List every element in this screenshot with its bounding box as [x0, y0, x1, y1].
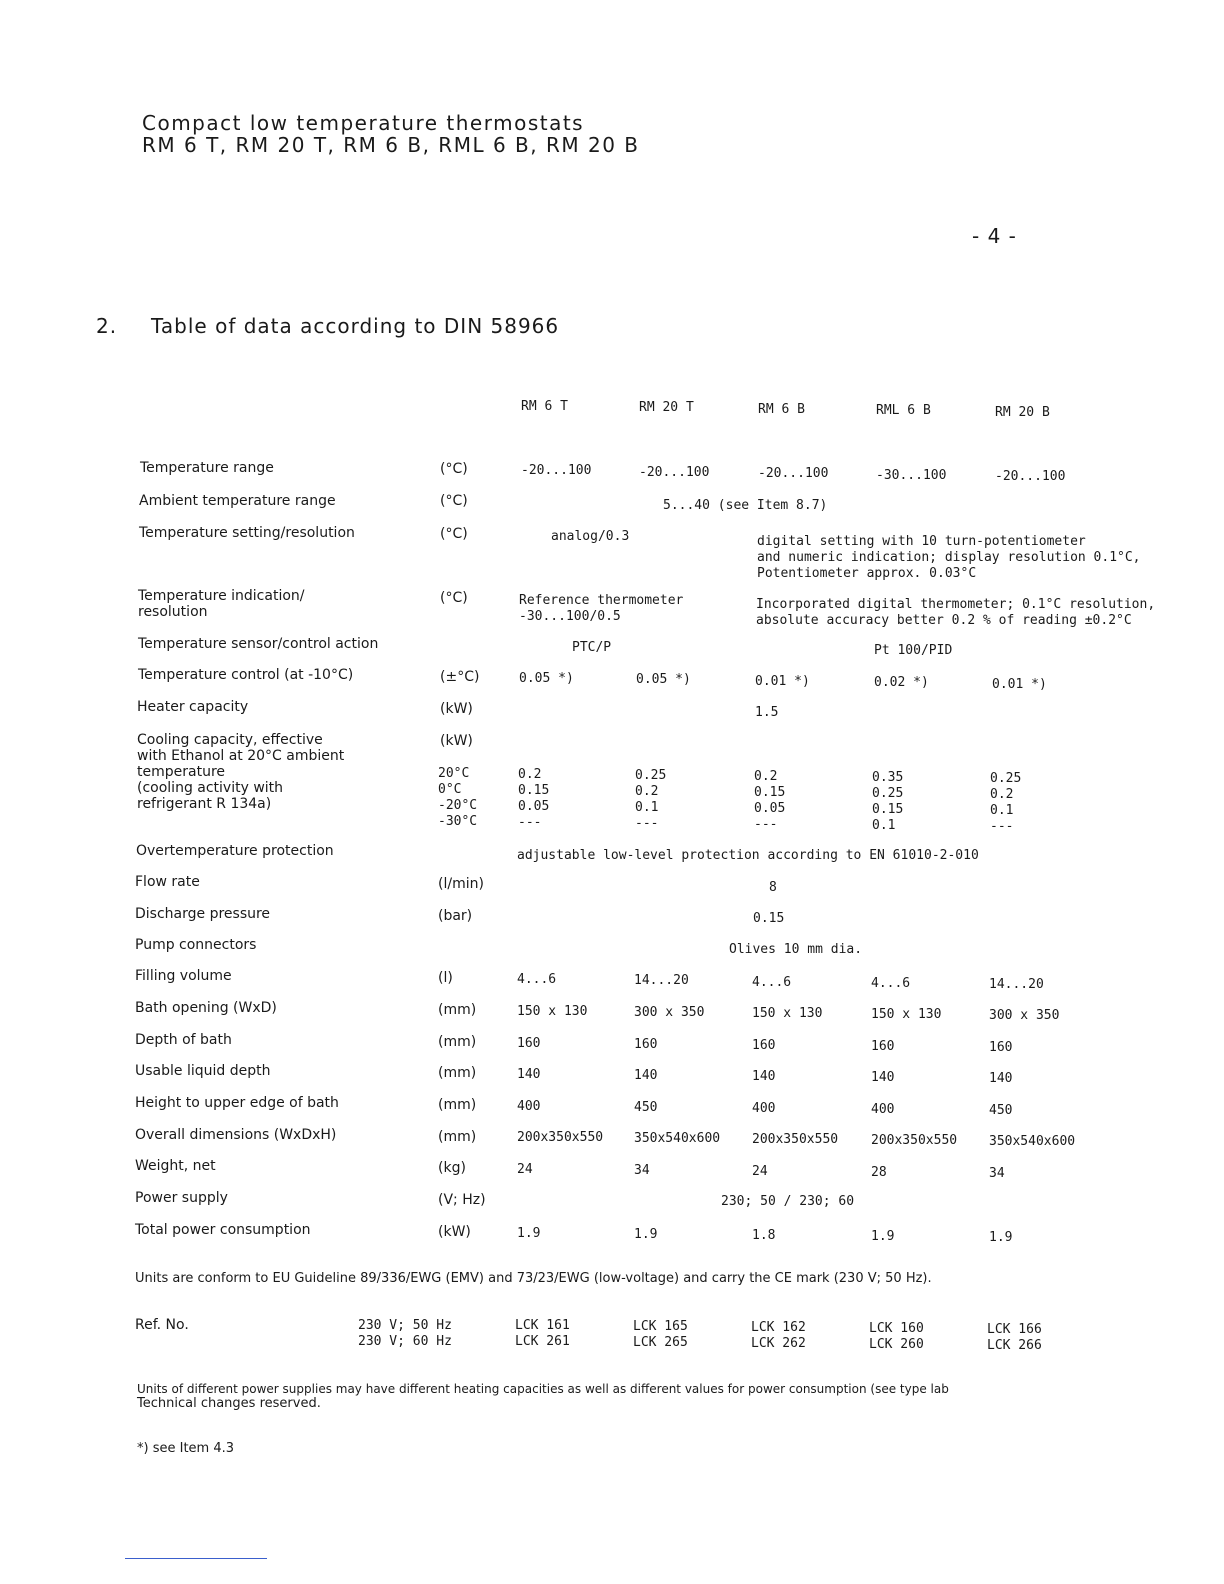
row-unit: (kg) [438, 1160, 466, 1176]
table-cell: 14...20 [634, 973, 689, 988]
row-label: Weight, net [135, 1158, 216, 1174]
ref-supply: 230 V; 50 Hz 230 V; 60 Hz [358, 1318, 452, 1349]
conformity-note: Units are conform to EU Guideline 89/336/EWG (EMV) and 73/23/EWG (low-voltage) and carry the CE mark (230 V; 50 Hz). [135, 1271, 932, 1286]
table-cell: 200x350x550 [517, 1130, 604, 1145]
asterisk-note: *) see Item 4.3 [137, 1441, 235, 1456]
table-cell: 1.9 [871, 1229, 895, 1244]
table-cell: -20...100 [758, 466, 829, 481]
ref-number: LCK 161 LCK 261 [515, 1318, 570, 1349]
row-label: Height to upper edge of bath [135, 1095, 339, 1111]
table-cell: 140 [752, 1069, 776, 1084]
row-label: Overall dimensions (WxDxH) [135, 1127, 337, 1143]
table-cell: 0.02 *) [874, 675, 929, 690]
table-cell: 200x350x550 [752, 1132, 839, 1147]
column-header: RML 6 B [876, 403, 931, 418]
row-label: Filling volume [135, 968, 232, 984]
table-cell: 1.5 [755, 705, 779, 720]
ref-number: LCK 160 LCK 260 [869, 1321, 924, 1352]
row-label: Power supply [135, 1190, 228, 1206]
table-cell: 150 x 130 [517, 1004, 588, 1019]
row-unit: (V; Hz) [438, 1192, 486, 1208]
row-label: Temperature indication/ resolution [138, 588, 305, 620]
table-cell: Pt 100/PID [874, 643, 953, 658]
row-label: Total power consumption [135, 1222, 311, 1238]
row-label: Temperature range [140, 460, 274, 476]
table-cell: 400 [752, 1101, 776, 1116]
row-label: Depth of bath [135, 1032, 232, 1048]
row-label: Cooling capacity, effective with Ethanol at 20°C ambient temperature (cooling activity with refrigerant R 134a) [137, 732, 345, 812]
row-label: Temperature setting/resolution [139, 525, 355, 541]
model-list: RM 6 T, RM 20 T, RM 6 B, RML 6 B, RM 20 B [142, 133, 640, 157]
table-cell: 150 x 130 [871, 1007, 942, 1022]
table-cell: digital setting with 10 turn-potentiometer and numeric indication; display resolution 0.1°C, Potentiometer approx. 0.03°C [757, 534, 1141, 581]
table-cell: 0.05 *) [519, 671, 574, 686]
ref-number: LCK 165 LCK 265 [633, 1319, 688, 1350]
table-cell: 160 [989, 1040, 1013, 1055]
row-unit: (kW) [440, 701, 473, 717]
row-label: Overtemperature protection [136, 843, 334, 859]
table-cell: 34 [989, 1166, 1005, 1181]
section-title: Table of data according to DIN 58966 [151, 314, 560, 338]
row-label: Discharge pressure [135, 906, 271, 922]
row-unit: (mm) [438, 1034, 477, 1050]
column-header: RM 6 B [758, 402, 805, 417]
row-unit: (l) [438, 970, 453, 986]
table-cell: 4...6 [517, 972, 557, 987]
table-cell: 140 [517, 1067, 541, 1082]
table-cell: 24 [752, 1164, 768, 1179]
table-cell: 140 [989, 1071, 1013, 1086]
table-cell: 350x540x600 [634, 1131, 721, 1146]
table-cell: -20...100 [639, 465, 710, 480]
row-unit: (bar) [438, 908, 473, 924]
row-unit: (mm) [438, 1129, 477, 1145]
column-header: RM 20 T [639, 400, 694, 415]
table-cell: 160 [634, 1037, 658, 1052]
row-unit: (kW) [438, 1224, 471, 1240]
table-cell: 0.25 0.2 0.1 --- [635, 768, 667, 831]
row-unit: (°C) [440, 493, 468, 509]
row-label: Temperature control (at -10°C) [138, 667, 354, 683]
table-cell: 0.2 0.15 0.05 --- [754, 769, 786, 832]
table-cell: 8 [769, 880, 777, 895]
table-cell: 4...6 [752, 975, 792, 990]
row-label: Bath opening (WxD) [135, 1000, 277, 1016]
table-cell: 300 x 350 [634, 1005, 705, 1020]
table-cell: -30...100 [876, 468, 947, 483]
column-header: RM 6 T [521, 399, 568, 414]
table-cell: Olives 10 mm dia. [729, 942, 863, 957]
table-cell: 0.15 [753, 911, 785, 926]
table-cell: 160 [517, 1036, 541, 1051]
table-cell: 300 x 350 [989, 1008, 1060, 1023]
table-cell: 34 [634, 1163, 650, 1178]
table-cell: 5...40 (see Item 8.7) [663, 498, 828, 513]
row-label: Flow rate [135, 874, 200, 890]
table-cell: 0.05 *) [636, 672, 691, 687]
table-cell: 4...6 [871, 976, 911, 991]
table-cell: 28 [871, 1165, 887, 1180]
footnote: Technical changes reserved. [137, 1396, 321, 1411]
table-cell: 1.9 [989, 1230, 1013, 1245]
table-cell: PTC/P [572, 640, 612, 655]
table-cell: analog/0.3 [551, 529, 630, 544]
table-cell: 400 [517, 1099, 541, 1114]
row-unit: (mm) [438, 1097, 477, 1113]
table-cell: 1.8 [752, 1228, 776, 1243]
ref-number: LCK 162 LCK 262 [751, 1320, 806, 1351]
table-cell: 400 [871, 1102, 895, 1117]
table-cell: Incorporated digital thermometer; 0.1°C resolution, absolute accuracy better 0.2 % of reading ±0.2°C [756, 597, 1156, 628]
row-unit: (mm) [438, 1002, 477, 1018]
row-label: Usable liquid depth [135, 1063, 271, 1079]
table-cell: 140 [871, 1070, 895, 1085]
table-cell: 1.9 [517, 1226, 541, 1241]
cooling-temperatures: 20°C 0°C -20°C -30°C [438, 766, 478, 829]
table-cell: 0.01 *) [992, 677, 1047, 692]
table-cell: 0.01 *) [755, 674, 810, 689]
table-cell: Reference thermometer -30...100/0.5 [519, 593, 684, 624]
table-cell: 140 [634, 1068, 658, 1083]
table-cell: 1.9 [634, 1227, 658, 1242]
table-cell: 160 [752, 1038, 776, 1053]
divider [125, 1558, 267, 1559]
row-unit: (mm) [438, 1065, 477, 1081]
row-unit: (l/min) [438, 876, 484, 892]
ref-number: LCK 166 LCK 266 [987, 1322, 1042, 1353]
page-number: - 4 - [972, 224, 1017, 248]
table-cell: 200x350x550 [871, 1133, 958, 1148]
table-cell: -20...100 [995, 469, 1066, 484]
row-label: Pump connectors [135, 937, 257, 953]
section-number: 2. [96, 314, 118, 338]
table-cell: 0.2 0.15 0.05 --- [518, 767, 550, 830]
table-cell: 0.25 0.2 0.1 --- [990, 771, 1022, 834]
table-cell: 150 x 130 [752, 1006, 823, 1021]
column-header: RM 20 B [995, 405, 1050, 420]
table-cell: 160 [871, 1039, 895, 1054]
row-label: Heater capacity [137, 699, 249, 715]
footnote: Units of different power supplies may have different heating capacities as well as different values for power consumption (see type lab [137, 1382, 949, 1396]
row-unit: (kW) [440, 733, 473, 749]
table-cell: adjustable low-level protection according to EN 61010-2-010 [517, 848, 979, 863]
document-title: Compact low temperature thermostats [142, 111, 585, 135]
ref-label: Ref. No. [135, 1317, 189, 1333]
row-label: Temperature sensor/control action [138, 636, 379, 652]
row-label: Ambient temperature range [139, 493, 336, 509]
table-cell: -20...100 [521, 463, 592, 478]
table-cell: 230; 50 / 230; 60 [721, 1194, 855, 1209]
table-cell: 450 [989, 1103, 1013, 1118]
table-cell: 350x540x600 [989, 1134, 1076, 1149]
row-unit: (°C) [440, 590, 468, 606]
row-unit: (±°C) [440, 669, 480, 685]
table-cell: 14...20 [989, 977, 1044, 992]
table-cell: 0.35 0.25 0.15 0.1 [872, 770, 904, 833]
row-unit: (°C) [440, 526, 468, 542]
table-cell: 24 [517, 1162, 533, 1177]
row-unit: (°C) [440, 461, 468, 477]
table-cell: 450 [634, 1100, 658, 1115]
